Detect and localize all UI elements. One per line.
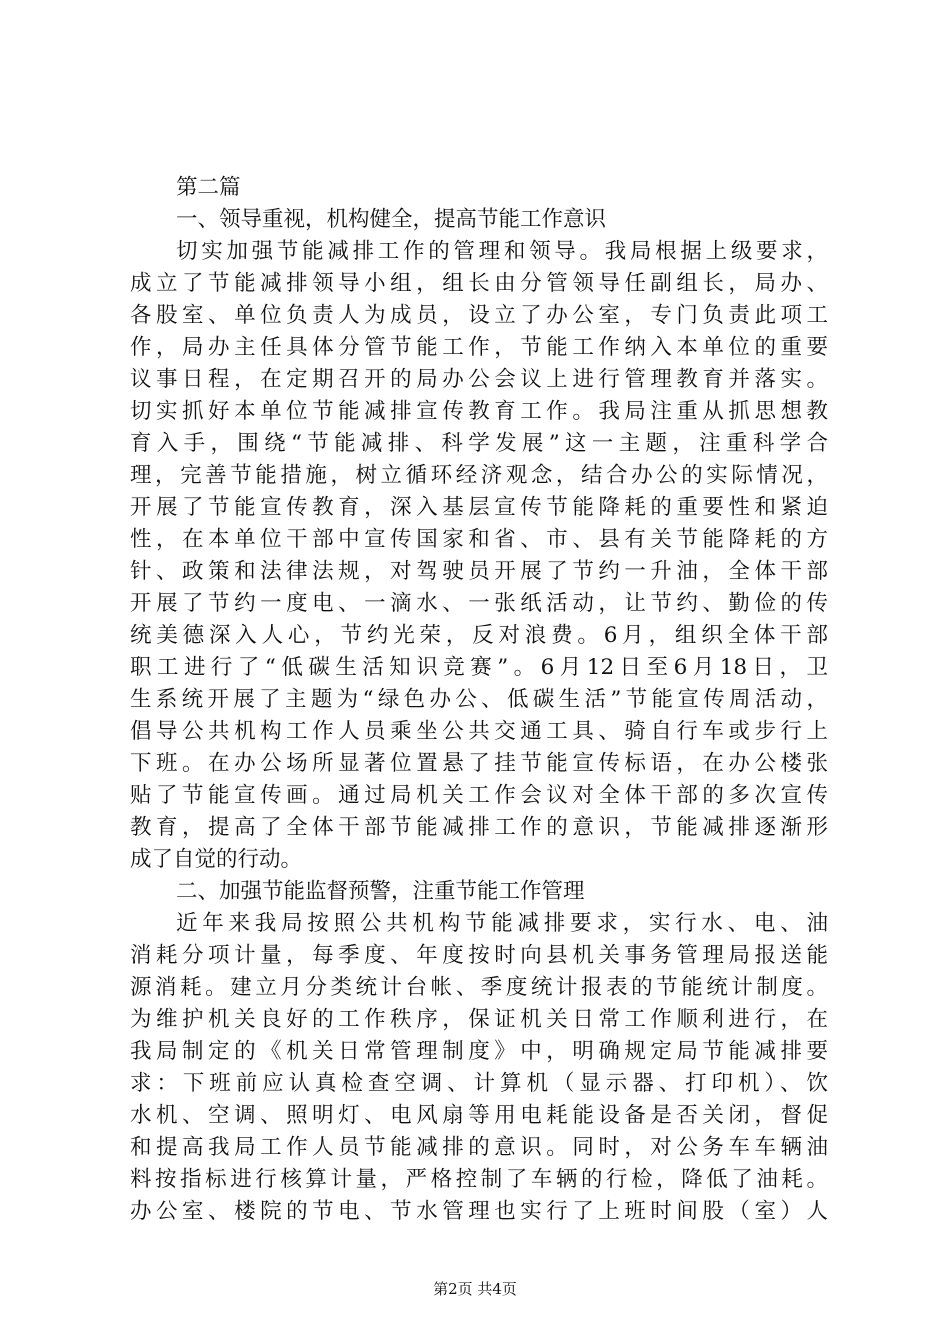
paragraph-line: 成了自觉的行动。: [130, 847, 303, 872]
paragraph-line: 近年来我局按照公共机构节能减排要求，实行水、电、油: [176, 911, 828, 936]
paragraph-line: 我局制定的《机关日常管理制度》中，明确规定局节能减排要: [130, 1039, 828, 1064]
paragraph-line: 下班。在办公场所显著位置悬了挂节能宣传标语，在办公楼张: [130, 751, 828, 776]
section-title: 第二篇: [176, 175, 241, 200]
paragraph-line: 作，局办主任具体分管节能工作，节能工作纳入本单位的重要: [130, 335, 828, 360]
paragraph-line: 统美德深入人心，节约光荣，反对浪费。6月，组织全体干部: [130, 623, 828, 648]
paragraph-line: 办公室、楼院的节电、节水管理也实行了上班时间股（室）人: [130, 1199, 828, 1224]
paragraph-line: 议事日程，在定期召开的局办公会议上进行管理教育并落实。: [130, 367, 828, 392]
paragraph-line: 水机、空调、照明灯、电风扇等用电耗能设备是否关闭，督促: [130, 1103, 828, 1128]
paragraph-line: 消耗分项计量，每季度、年度按时向县机关事务管理局报送能: [130, 943, 828, 968]
paragraph-line: 各股室、单位负责人为成员，设立了办公室，专门负责此项工: [130, 303, 828, 328]
paragraph-line: 理，完善节能措施，树立循环经济观念，结合办公的实际情况，: [130, 463, 828, 488]
paragraph-line: 职工进行了“低碳生活知识竞赛”。6月12日至6月18日，卫: [130, 655, 828, 680]
document-body: [130, 172, 828, 1228]
paragraph-line: 切实加强节能减排工作的管理和领导。我局根据上级要求，: [176, 239, 828, 264]
paragraph-line: 育入手，围绕“节能减排、科学发展”这一主题，注重科学合: [130, 431, 828, 456]
paragraph-line: 和提高我局工作人员节能减排的意识。同时，对公务车车辆油: [130, 1135, 828, 1160]
heading-1: 一、领导重视，机构健全，提高节能工作意识: [176, 207, 607, 232]
paragraph-line: 料按指标进行核算计量，严格控制了车辆的行检，降低了油耗。: [130, 1167, 828, 1192]
paragraph-line: 生系统开展了主题为“绿色办公、低碳生活”节能宣传周活动，: [130, 687, 828, 712]
paragraph-line: 性，在本单位干部中宣传国家和省、市、县有关节能降耗的方: [130, 527, 828, 552]
heading-2: 二、加强节能监督预警，注重节能工作管理: [176, 879, 585, 904]
paragraph-line: 成立了节能减排领导小组，组长由分管领导任副组长，局办、: [130, 271, 828, 296]
paragraph-line: 教育，提高了全体干部节能减排工作的意识，节能减排逐渐形: [130, 815, 828, 840]
paragraph-line: 开展了节约一度电、一滴水、一张纸活动，让节约、勤俭的传: [130, 591, 828, 616]
paragraph-line: 切实抓好本单位节能减排宣传教育工作。我局注重从抓思想教: [130, 399, 828, 424]
paragraph-line: 贴了节能宣传画。通过局机关工作会议对全体干部的多次宣传: [130, 783, 828, 808]
paragraph-line: 倡导公共机构工作人员乘坐公共交通工具、骑自行车或步行上: [130, 719, 828, 744]
paragraph-line: 源消耗。建立月分类统计台帐、季度统计报表的节能统计制度。: [130, 975, 828, 1000]
paragraph-line: 开展了节能宣传教育，深入基层宣传节能降耗的重要性和紧迫: [130, 495, 828, 520]
paragraph-line: 为维护机关良好的工作秩序，保证机关日常工作顺利进行，在: [130, 1007, 828, 1032]
paragraph-line: 针、政策和法律法规，对驾驶员开展了节约一升油，全体干部: [130, 559, 828, 584]
paragraph-line: 求：下班前应认真检查空调、计算机（显示器、打印机）、饮: [130, 1071, 828, 1096]
page-number-footer: 第2页 共4页: [433, 1280, 517, 1298]
